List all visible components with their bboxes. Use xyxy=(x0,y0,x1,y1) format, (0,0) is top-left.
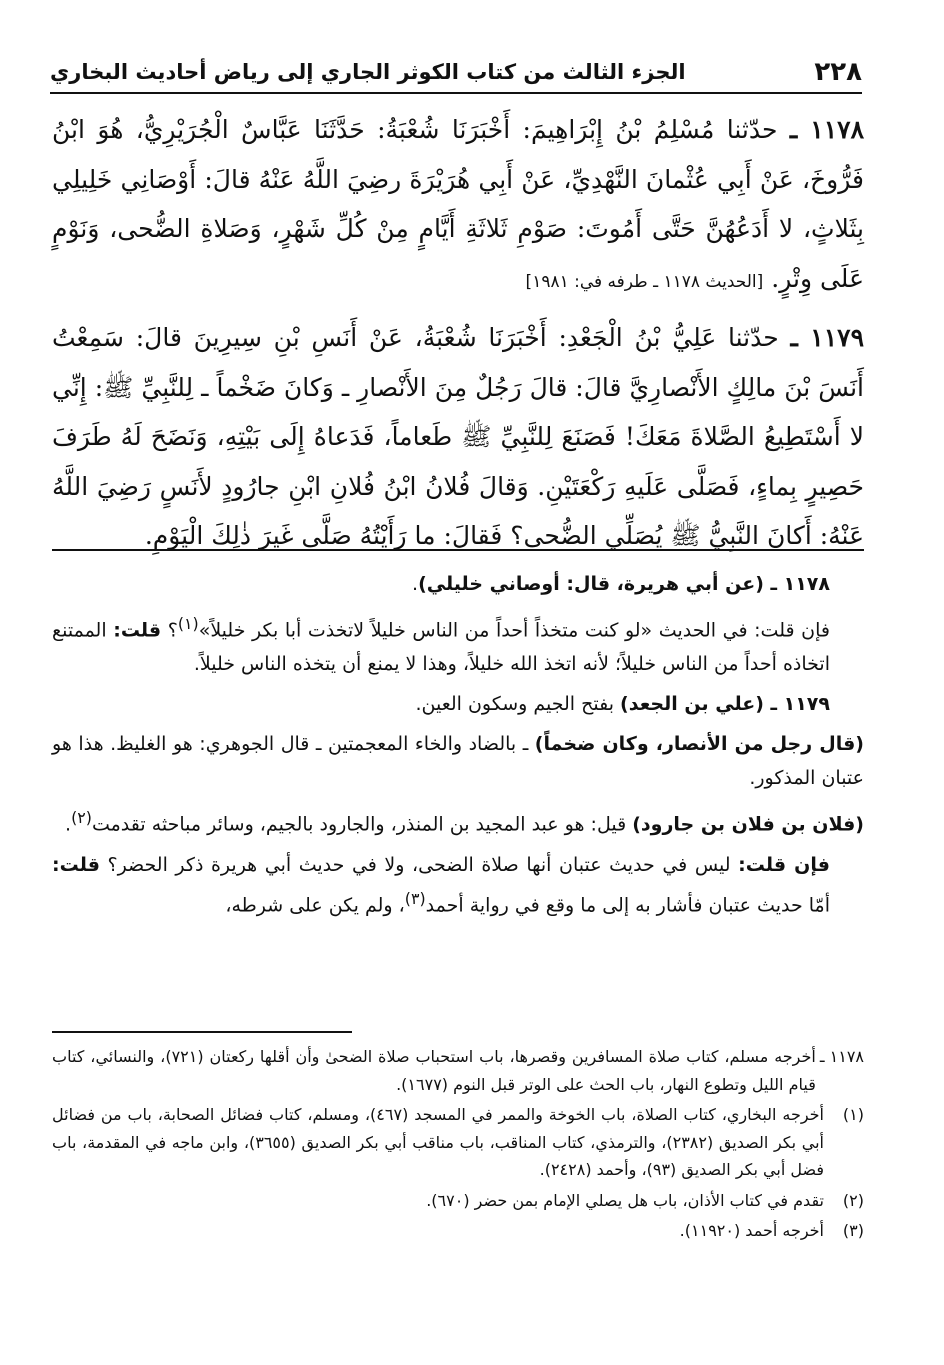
footnote-ref: (٣) xyxy=(404,888,426,908)
commentary-text: . xyxy=(65,813,72,836)
footnote xyxy=(52,1101,864,1184)
commentary-keyword: قلت: xyxy=(52,853,100,876)
commentary-text: ـ بالضاد والخاء المعجمتين ـ قال الجوهري: هو الغليظ. هذا هو عتبان المذكور. xyxy=(52,733,864,790)
footnote-text: تقدم في كتاب الأذان، باب هل يصلي الإمام بمن حضر (٦٧٠). xyxy=(426,1190,824,1210)
footnote xyxy=(52,1043,864,1098)
hadith-text-section xyxy=(52,105,864,567)
footnote xyxy=(52,1217,864,1245)
commentary-paragraph xyxy=(52,848,864,922)
footnote-text: أخرجه البخاري، كتاب الصلاة، باب الخوخة والممر في المسجد (٤٦٧)، ومسلم، كتاب فضائل الصحابة، باب من فضائل أبي بكر الصديق (٢٣٨٢)، والترمذي، كتاب المناقب، باب مناقب أبي بكر الصديق (٣٦٥٥)، وابن ماجه في المقدمة، باب فضل أبي بكر الصديق (٩٣)، وأحمد (٢٤٢٨). xyxy=(52,1105,824,1179)
commentary-text: بفتح الجيم وسكون العين. xyxy=(415,693,621,716)
commentary-text: فإن قلت: في الحديث «لو كنت متخذاً أحداً من الناس خليلاً لاتخذت أبا بكر خليلاً» xyxy=(198,619,830,642)
commentary-text: ليس في حديث عتبان أنها صلاة الضحى، ولا في حديث أبي هريرة ذكر الحضر؟ xyxy=(99,853,739,876)
footnote-divider xyxy=(52,1031,352,1033)
hadith-1178 xyxy=(52,105,864,307)
commentary-section xyxy=(52,567,864,928)
commentary-text: . xyxy=(412,573,419,595)
page-header xyxy=(50,52,862,94)
commentary-keyword: قلت: xyxy=(113,619,162,642)
commentary-text: قيل: هو عبد المجيد بن المنذر، والجارود بالجيم، وسائر مباحثه تقدمت xyxy=(91,813,633,836)
commentary-text: الممتنع اتخاذه أحداً من الناس خليلاً؛ لأنه اتخذ الله خليلاً، وهذا لا يمنع أن يتخذه الناس خليلاً. xyxy=(52,619,830,676)
hadith-body: حدّثنا عَلِيُّ بْنُ الْجَعْدِ: أَخْبَرَنَا شُعْبَةُ، عَنْ أَنَسِ بْنِ سِيرِينَ قالَ: سَمِعْتُ أَنَسَ بْنَ مالِكٍ الأَنْصارِيَّ قالَ: قالَ رَجُلٌ مِنَ الأَنْصارِ ـ وَكانَ ضَخْماً ـ لِلنَّبِيِّ ﷺ: إِنِّي لا أَسْتَطِيعُ الصَّلاةَ مَعَكَ! فَصَنَعَ لِلنَّبِيِّ ﷺ طَعاماً، فَدَعاهُ إِلَى بَيْتِهِ، وَنَضَحَ لَهُ طَرَفَ حَصِيرٍ بِماءٍ، فَصَلَّى عَلَيهِ رَكْعَتَيْنِ. وَقالَ فُلانُ ابْنُ فُلانِ ابْنِ جارُودٍ لأَنَسٍ رَضِيَ اللَّهُ عَنْهُ: أَكانَ النَّبِيُّ ﷺ يُصَلِّي الضُّحى؟ فَقالَ: ما رَأَيْتُهُ صَلَّى غَيرَ ذٰلِكَ الْيَوْمِ. xyxy=(52,323,864,550)
commentary-paragraph xyxy=(52,567,864,601)
hadith-number: ١١٧٩ ـ xyxy=(790,323,864,352)
hadith-body: حدّثنا مُسْلِمُ بْنُ إِبْرَاهِيمَ: أَخْبَرَنَا شُعْبَةُ: حَدَّثَنَا عَبَّاسٌ الْجُرَيْرِيُّ، هُوَ ابْنُ فَرُّوخَ، عَنْ أَبِي عُثْمانَ النَّهْدِيِّ، عَنْ أَبِي هُرَيْرَةَ رضِيَ اللَّهُ عَنْهُ قالَ: أَوْصَانِي خَلِيلِي بِثَلاثٍ، لا أَدَعُهُنَّ حَتَّى أَمُوتَ: صَوْمِ ثَلاثَةِ أَيَّامٍ مِنْ كُلِّ شَهْرٍ، وَصَلاةِ الضُّحى، وَنَوْمٍ عَلَى وِتْرٍ. xyxy=(52,115,864,293)
footnote-marker: ١١٧٨ ـ xyxy=(819,1047,864,1066)
hadith-number: ١١٧٨ ـ xyxy=(789,115,864,144)
commentary-text: ، ولم يكن على شرطه، xyxy=(225,893,405,916)
commentary-paragraph xyxy=(52,727,864,795)
commentary-heading: ١١٧٨ ـ (عن أبي هريرة، قال: أوصاني خليلي) xyxy=(418,573,830,595)
commentary-keyword: فإن قلت: xyxy=(738,853,830,876)
commentary-text: أمّا حديث عتبان فأشار به إلى ما وقع في رواية أحمد xyxy=(425,893,830,916)
footnote xyxy=(52,1187,864,1215)
commentary-heading: (فلان بن فلان بن جارود) xyxy=(632,813,864,836)
footnote-text: أخرجه مسلم، كتاب صلاة المسافرين وقصرها، باب استحباب صلاة الضحىٰ وأن أقلها ركعتان (٧٢١)، والنسائي، كتاب قيام الليل وتطوع النهار، باب الحث على الوتر قبل النوم (١٦٧٧). xyxy=(52,1047,816,1094)
running-title: الجزء الثالث من كتاب الكوثر الجاري إلى رياض أحاديث البخاري xyxy=(50,60,686,84)
footnote-marker: (٣) xyxy=(842,1221,864,1240)
footnote-marker: (١) xyxy=(842,1105,864,1124)
footnote-marker: (٢) xyxy=(842,1190,864,1210)
commentary-heading: (قال رجل من الأنصار، وكان ضخماً) xyxy=(534,733,864,756)
footnote-ref: (١) xyxy=(177,614,199,633)
hadith-1179 xyxy=(52,313,864,561)
page-number: ٢٢٨ xyxy=(814,57,862,87)
footnote-text: أخرجه أحمد (١١٩٢٠). xyxy=(679,1221,824,1240)
commentary-paragraph xyxy=(52,801,864,841)
commentary-paragraph xyxy=(52,687,864,721)
footnotes-section xyxy=(52,1043,864,1248)
section-divider xyxy=(52,549,864,551)
commentary-text: ؟ xyxy=(161,619,178,642)
footnote-ref: (٢) xyxy=(71,808,92,828)
hadith-cross-reference: [الحديث ١١٧٨ ـ طرفه في: ١٩٨١] xyxy=(525,271,764,292)
commentary-paragraph xyxy=(52,607,864,681)
commentary-heading: ١١٧٩ ـ (علي بن الجعد) xyxy=(620,693,830,716)
